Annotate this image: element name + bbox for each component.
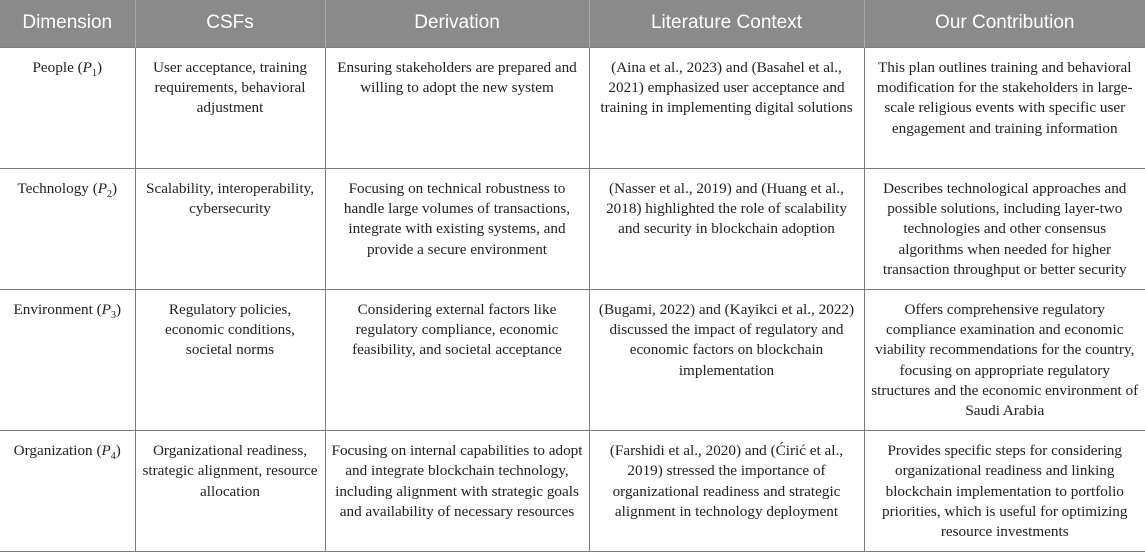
derivation-cell: Ensuring stakeholders are prepared and willing to adopt the new system [325,48,589,169]
dimension-cell: Organization $(P_4)$ [0,431,135,552]
derivation-cell: Considering external factors like regulatory compliance, economic feasibility, and societal acceptance [325,290,589,431]
literature-cell: (Bugami, 2022) and (Kayikci et al., 2022) discussed the impact of regulatory and economic factors on blockchain implementation [589,290,864,431]
derivation-cell: Focusing on internal capabilities to adopt and integrate blockchain technology, including alignment with strategic goals and availability of necessary resources [325,431,589,552]
table-row [0,431,1145,552]
dimension-cell: Environment $(P_3)$ [0,290,135,431]
contribution-cell: Provides specific steps for considering organizational readiness and linking blockchain implementation to portfolio priorities, which is useful for optimizing resource investments [864,431,1145,552]
derivation-cell: Focusing on technical robustness to handle large volumes of transactions, integrate with existing systems, and provide a secure environment [325,169,589,290]
literature-cell: (Nasser et al., 2019) and (Huang et al., 2018) highlighted the role of scalability and security in blockchain adoption [589,169,864,290]
csfs-cell: User acceptance, training requirements, behavioral adjustment [135,48,325,169]
csfs-cell: Regulatory policies, economic conditions, societal norms [135,290,325,431]
header-our-contribution: Our Contribution [864,0,1145,48]
dimension-symbol: P [97,180,108,197]
dimension-symbol: P [101,301,111,319]
dimension-label: People [32,59,74,76]
table-row [0,48,1145,169]
literature-cell: (Farshidi et al., 2020) and (Ćirić et al., 2019) stressed the importance of organizational readiness and strategic alignment in technology deployment [589,431,864,552]
header-derivation: Derivation [325,0,589,48]
dimension-index: 2 [107,189,113,201]
table-row [0,290,1145,431]
dimension-index: 4 [110,451,116,463]
header-dimension: Dimension [0,0,135,48]
contribution-cell: Describes technological approaches and possible solutions, including layer-two technologies and other consensus algorithms when needed for higher transaction throughput or better security [864,169,1145,290]
dimension-label: Technology [17,180,89,197]
dimension-cell: Technology $(P_2)$ [0,169,135,290]
dimension-index: 1 [91,68,97,80]
csfs-cell: Scalability, interoperability, cybersecurity [135,169,325,290]
dimension-label: Organization [13,442,93,460]
header-literature-context: Literature Context [589,0,864,48]
dimension-symbol: P [82,59,92,76]
contribution-cell: This plan outlines training and behavioral modification for the stakeholders in large-scale religious events with specific user engagement and training information [864,48,1145,169]
dimension-cell: People $(P_1)$ [0,48,135,169]
table-row [0,169,1145,290]
header-csfs: CSFs [135,0,325,48]
csfs-cell: Organizational readiness, strategic alignment, resource allocation [135,431,325,552]
literature-cell: (Aina et al., 2023) and (Basahel et al., 2021) emphasized user acceptance and training in implementing digital solutions [589,48,864,169]
contribution-cell: Offers comprehensive regulatory compliance examination and economic viability recommendations for the country, focusing on appropriate regulatory structures and the economic environment of Saudi Arabia [864,290,1145,431]
dimension-label: Environment [13,301,93,319]
dimension-index: 3 [110,310,116,322]
dimension-symbol: P [101,442,111,460]
header-row [0,0,1145,48]
